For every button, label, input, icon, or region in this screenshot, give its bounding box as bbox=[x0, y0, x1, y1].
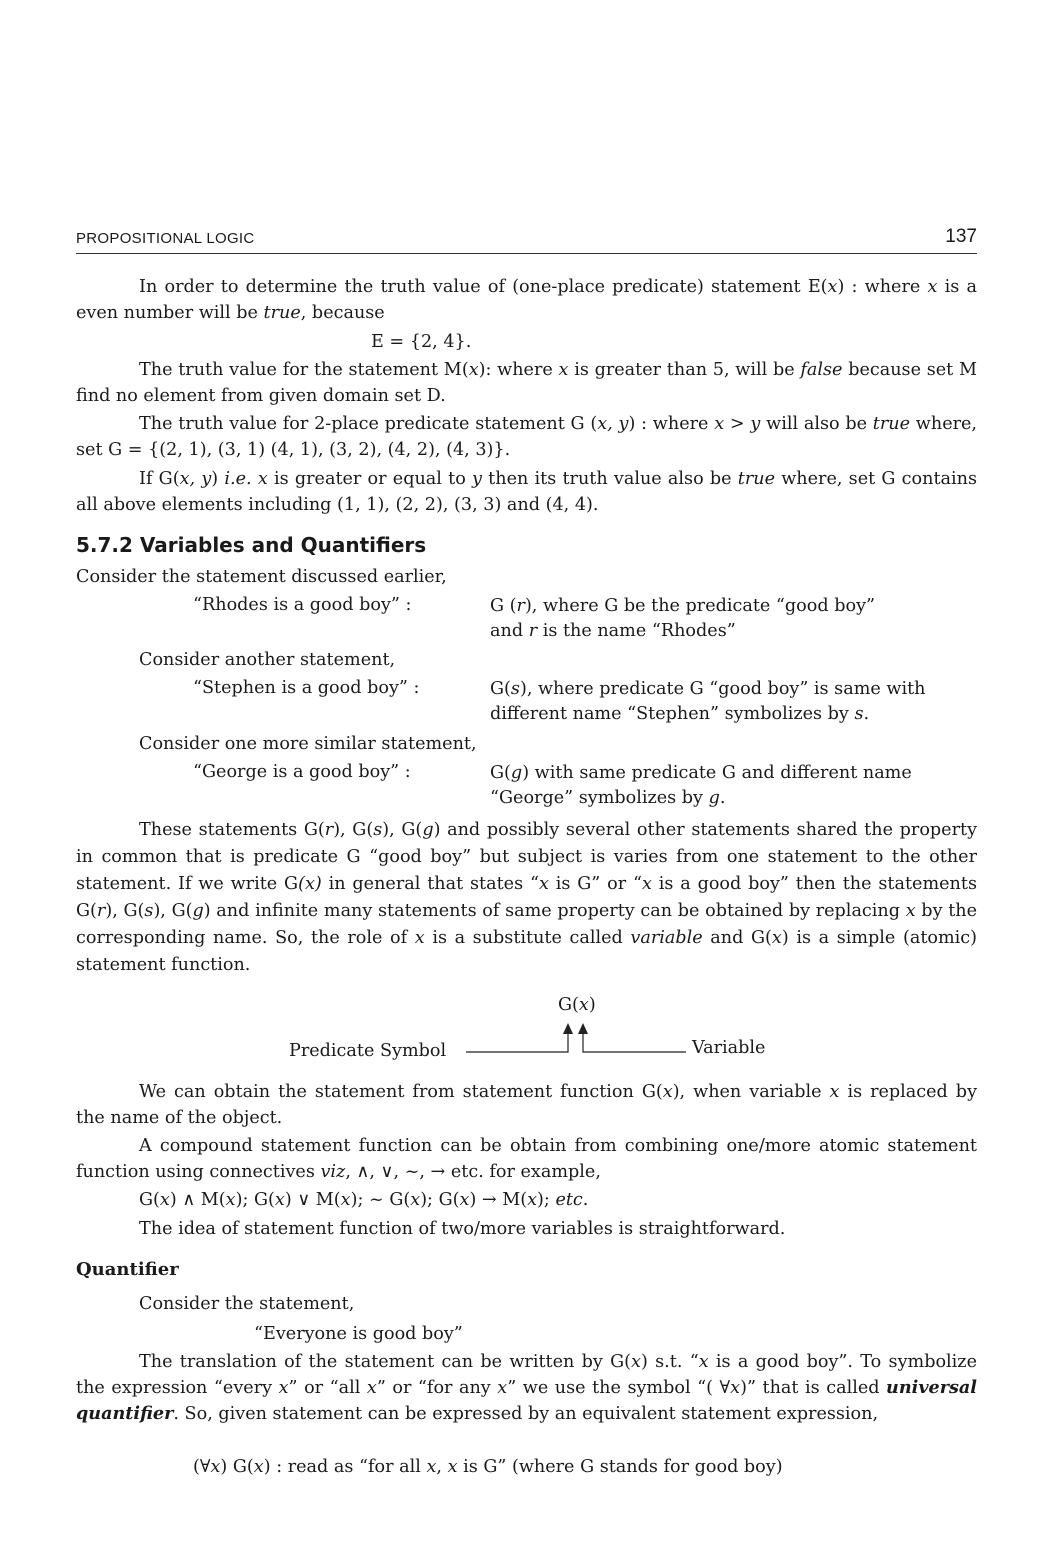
paragraph-statement-function: These statements G(r), G(s), G(g) and possibly several other statements shared the property in common that is predicate G “good boy” but subject is varies from one statement to the other statement. If we write G(x) in general that states “x is G” or “x is a good boy” then the statements G(r), G(s), G(g) and infinite many statements of same property can be obtained by replacing x by the corresponding name. So, the role of x is a substitute called variable and G(x) is a simple (atomic) statement function. bbox=[76, 820, 978, 975]
consider-the-statement: Consider the statement, bbox=[139, 1294, 355, 1314]
running-header bbox=[76, 227, 977, 254]
paragraph-two-variables: The idea of statement function of two/more variables is straightforward. bbox=[139, 1219, 786, 1239]
example-stephen-description: G(s), where predicate G “good boy” is same with different name “Stephen” symbolizes by s. bbox=[490, 679, 926, 724]
everyone-quote: “Everyone is good boy” bbox=[254, 1324, 463, 1344]
page-number: 137 bbox=[945, 226, 977, 247]
universal-expression: (∀x) G(x) : read as “for all x, x is G” (where G stands for good boy) bbox=[193, 1457, 783, 1477]
paragraph-compound-function: A compound statement function can be obtain from combining one/more atomic statement function using connectives viz, ∧, ∨, ~, → etc. for example, bbox=[76, 1136, 977, 1182]
example-george-description: G(g) with same predicate G and different name “George” symbolizes by g. bbox=[490, 763, 912, 808]
example-george-label: “George is a good boy” : bbox=[193, 762, 411, 782]
example-rhodes-description: G (r), where G be the predicate “good boy” and r is the name “Rhodes” bbox=[490, 596, 875, 641]
predicate-pointer-line bbox=[466, 1030, 568, 1052]
paragraph-two-place-predicate: The truth value for 2-place predicate statement G (x, y) : where x > y will also be true where, set G = {(2, 1), (3, 1) (4, 1), (3, 2), (4, 2), (4, 3)}. bbox=[76, 414, 978, 460]
diagram-variable-label: Variable bbox=[692, 1038, 766, 1058]
equation-set-e: E = {2, 4}. bbox=[371, 332, 472, 352]
compound-examples: G(x) ∧ M(x); G(x) ∨ M(x); ~ G(x); G(x) → M(x); etc. bbox=[139, 1190, 589, 1210]
consider-earlier: Consider the statement discussed earlier, bbox=[76, 567, 447, 587]
running-title: PROPOSITIONAL LOGIC bbox=[76, 230, 255, 247]
diagram-connector-lines bbox=[76, 990, 977, 1070]
diagram-predicate-symbol-label: Predicate Symbol bbox=[289, 1041, 447, 1061]
variable-arrowhead bbox=[578, 1023, 588, 1034]
section-heading: 5.7.2 Variables and Quantifiers bbox=[76, 533, 427, 557]
diagram-formula: G(x) bbox=[558, 995, 596, 1015]
paragraph-universal-quantifier: The translation of the statement can be written by G(x) s.t. “x is a good boy”. To symbolize the expression “every x” or “all x” or “for any x” we use the symbol “( ∀x)” that is called universal quantifier. So, given statement can be expressed by an equivalent statement expression, bbox=[76, 1352, 977, 1424]
example-rhodes-label: “Rhodes is a good boy” : bbox=[193, 595, 412, 615]
paragraph-greater-than-five: The truth value for the statement M(x): where x is greater than 5, will be false because set M find no element from given domain set D. bbox=[76, 360, 977, 406]
predicate-arrowhead bbox=[563, 1023, 573, 1034]
consider-another: Consider another statement, bbox=[139, 650, 396, 670]
paragraph-even-number: In order to determine the truth value of (one-place predicate) statement E(x) : where x is a even number will be true, because bbox=[76, 277, 977, 323]
example-stephen-label: “Stephen is a good boy” : bbox=[193, 678, 420, 698]
quantifier-heading: Quantifier bbox=[76, 1259, 179, 1280]
paragraph-greater-or-equal: If G(x, y) i.e. x is greater or equal to y then its truth value also be true where, set G contains all above elements including (1, 1), (2, 2), (3, 3) and (4, 4). bbox=[76, 469, 977, 515]
predicate-variable-diagram bbox=[76, 990, 977, 1070]
paragraph-obtain-statement: We can obtain the statement from statement function G(x), when variable x is replaced by the name of the object. bbox=[76, 1082, 978, 1128]
variable-pointer-line bbox=[583, 1030, 686, 1052]
consider-one-more: Consider one more similar statement, bbox=[139, 734, 477, 754]
